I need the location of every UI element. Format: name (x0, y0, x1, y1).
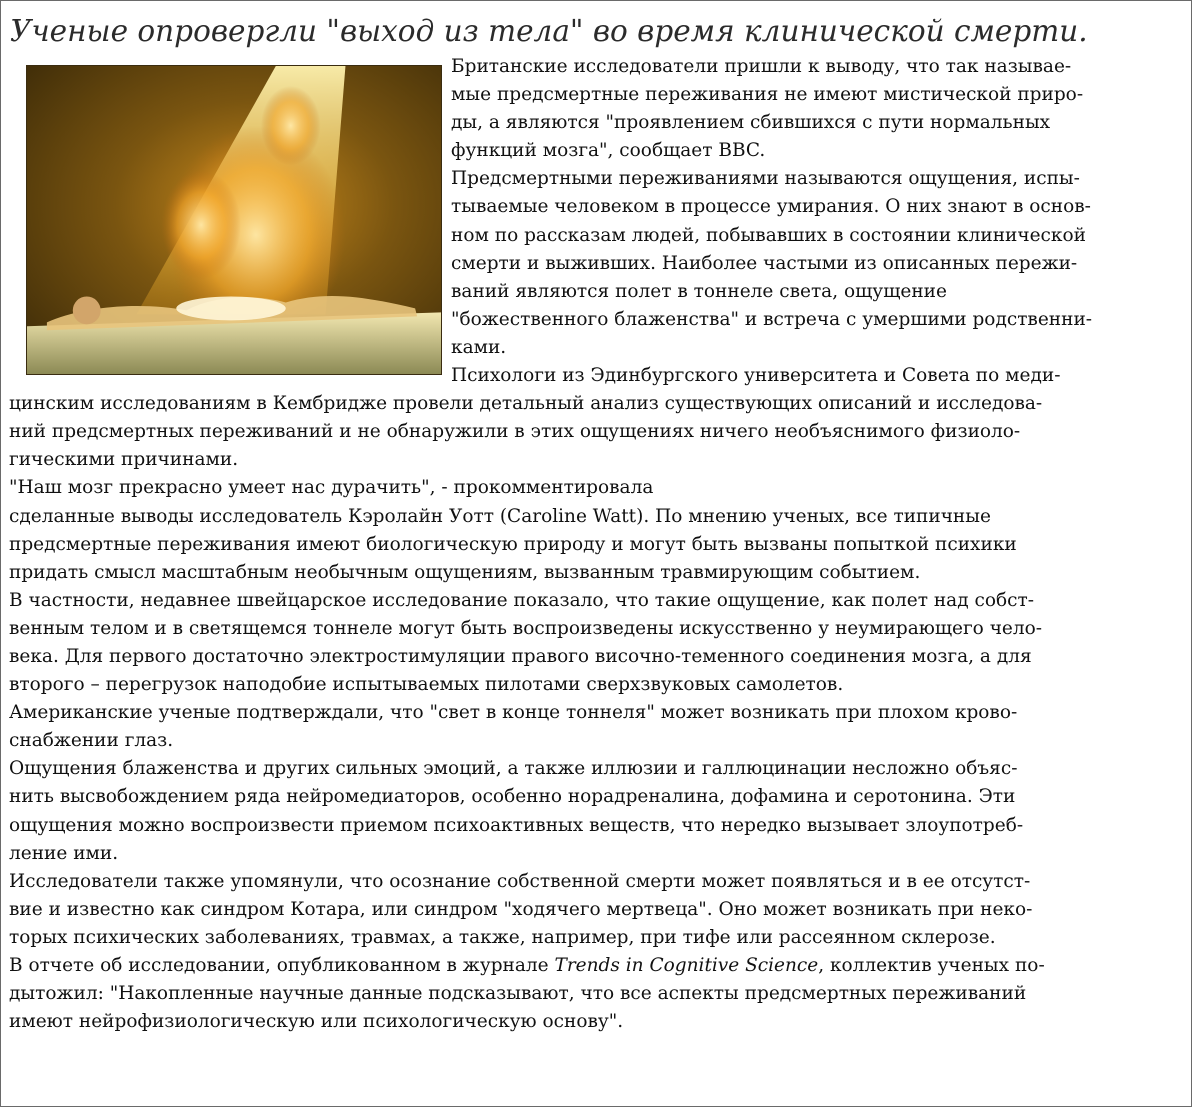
article-line: века. Для первого достаточно электростимуляции правого височно-теменного соединения мозга, а для (9, 645, 1032, 667)
article-line: В частности, недавнее швейцарское исследование показало, что такие ощущение, как полет над собст- (9, 589, 1034, 611)
article-line: Британские исследователи пришли к выводу, что так называе- (451, 56, 1072, 77)
article-line: цинским исследованиям в Кембридже провели детальный анализ существующих описаний и исследова- (9, 393, 1043, 415)
article-body (9, 53, 1187, 1036)
article-line: смерти и выживших. Наиболее частыми из описанных пережи- (451, 252, 1078, 274)
article-line: торых психических заболеваниях, травмах, а также, например, при тифе или рассеянном склерозе. (9, 926, 996, 948)
journal-line-after: , коллектив ученых по- (818, 955, 1045, 976)
article-line: ощущения можно воспроизвести приемом психоактивных веществ, что нередко вызывает злоупотреб- (9, 814, 1024, 836)
article-line: ды, а являются "проявлением сбившихся с пути нормальных (451, 112, 1051, 134)
article-line: мые предсмертные переживания не имеют мистической приро- (451, 84, 1084, 106)
journal-line-before: В отчете об исследовании, опубликованном в журнале (9, 955, 555, 976)
article-line: Исследователи также упомянули, что осознание собственной смерти может появляться и в ее отсутст- (9, 870, 1031, 892)
article-line: вие и известно как синдром Котара, или синдром "ходячего мертвеца". Оно может возникать при неко- (9, 898, 1033, 920)
article-line: Американские ученые подтверждали, что "свет в конце тоннеля" может возникать при плохом крово- (9, 702, 1018, 724)
article-line: "Наш мозг прекрасно умеет нас дурачить", - прокомментировала (9, 477, 654, 499)
article-line: ками. (451, 336, 507, 358)
article-title: Ученые опровергли "выход из тела" во время клинической смерти. (10, 14, 1088, 48)
article-line: Предсмертными переживаниями называются ощущения, испы- (451, 168, 1080, 190)
article-line: придать смысл масштабным необычным ощущениям, вызванным травмирующим событием. (9, 561, 921, 583)
article-line: ваний являются полет в тоннеле света, ощущение (451, 280, 947, 302)
article-line: сделанные выводы исследователь Кэролайн Уотт (Caroline Watt). По мнению ученых, все типичные (9, 505, 991, 527)
article-line: второго – перегрузок наподобие испытываемых пилотами сверхзвуковых самолетов. (9, 674, 844, 696)
article-line: ний предсмертных переживаний и не обнаружили в этих ощущениях ничего необъяснимого физиоло- (9, 421, 1021, 443)
journal-name: Trends in Cognitive Science (554, 955, 819, 976)
article-line: нить высвобождением ряда нейромедиаторов, особенно норадреналина, дофамина и серотонина. Эти (9, 786, 1016, 808)
article-line: имеют нейрофизиологическую или психологическую основу". (9, 1011, 624, 1033)
article-line: ление ими. (9, 842, 119, 864)
article-line: венным телом и в светящемся тоннеле могут быть воспроизведены искусственно у неумирающего чело- (9, 617, 1043, 639)
article-line: Ощущения блаженства и других сильных эмоций, а также иллюзии и галлюцинации несложно объяс- (9, 758, 1018, 780)
article-line: снабжении глаз. (9, 730, 174, 752)
article-line: функций мозга", сообщает BBC. (451, 140, 766, 162)
article-line: ном по рассказам людей, побывавших в состоянии клинической (451, 224, 1086, 246)
article-line: дытожил: "Накопленные научные данные подсказывают, что все аспекты предсмертных переживаний (9, 983, 1027, 1005)
article-line: "божественного блаженства" и встреча с умершими родственни- (451, 308, 1093, 330)
article-line: предсмертные переживания имеют биологическую природу и могут быть вызваны попыткой психики (9, 533, 1017, 555)
article-line: тываемые человеком в процессе умирания. О них знают в основ- (451, 196, 1091, 218)
article-line: гическими причинами. (9, 449, 239, 471)
article-line: Психологи из Эдинбургского университета и Совета по меди- (451, 365, 1061, 387)
journal-citation-line (9, 952, 1187, 980)
